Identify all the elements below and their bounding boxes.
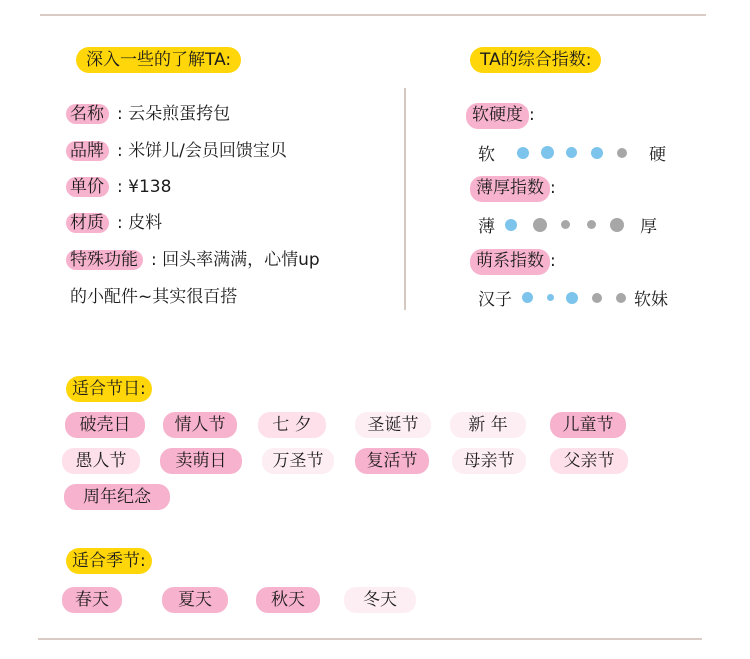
softness-dot-1 <box>517 147 529 159</box>
softness-dot-5 <box>617 148 627 158</box>
seasons-section-title: 适合季节: <box>66 548 152 574</box>
info-row-material <box>66 210 162 236</box>
thickness-scale <box>478 212 657 237</box>
info-label-material: 材质 <box>66 213 109 233</box>
info-label-feature: 特殊功能 <box>66 250 143 270</box>
info-row-name <box>66 101 230 127</box>
cuteness-dot-2 <box>547 294 554 301</box>
softness-low-label: 软 <box>478 145 495 165</box>
info-label-brand: 品牌 <box>66 141 109 161</box>
holiday-tag: 父亲节 <box>550 448 628 474</box>
thickness-dot-1 <box>505 219 517 231</box>
cuteness-dot-5 <box>616 293 626 303</box>
feature-continuation: 的小配件~其实很百搭 <box>70 287 238 307</box>
column-divider <box>404 88 406 310</box>
info-row-price <box>66 174 171 200</box>
info-value-price: : ¥138 <box>117 177 172 197</box>
thickness-title-label: 薄厚指数 <box>470 176 550 202</box>
info-label-price: 单价 <box>66 177 109 197</box>
softness-dot-2 <box>541 146 554 159</box>
index-section-title: TA的综合指数: <box>470 47 601 73</box>
holiday-tag: 卖萌日 <box>160 448 242 474</box>
thickness-dot-2 <box>533 218 547 232</box>
holiday-tag: 儿童节 <box>550 412 626 438</box>
thickness-dot-5 <box>610 218 624 232</box>
holiday-tag: 新 年 <box>450 412 526 438</box>
thickness-high-label: 厚 <box>640 217 657 237</box>
holidays-section-title: 适合节日: <box>66 376 152 402</box>
info-row-feature <box>66 247 320 273</box>
softness-scale <box>478 140 666 165</box>
softness-high-label: 硬 <box>649 145 666 165</box>
cuteness-title-colon: : <box>550 251 556 271</box>
thickness-title-colon: : <box>550 178 556 198</box>
holiday-tag: 母亲节 <box>452 448 526 474</box>
holiday-tag: 复活节 <box>355 448 429 474</box>
info-label-name: 名称 <box>66 104 109 124</box>
holiday-tag: 七 夕 <box>258 412 326 438</box>
season-tag: 春天 <box>62 587 122 613</box>
thickness-index-title <box>470 175 556 202</box>
holiday-tag: 情人节 <box>163 412 237 438</box>
holiday-tag: 圣诞节 <box>355 412 431 438</box>
thickness-dot-3 <box>561 220 570 229</box>
cuteness-scale <box>478 285 668 310</box>
cuteness-title-label: 萌系指数 <box>470 249 550 275</box>
softness-dot-4 <box>591 147 603 159</box>
season-tag: 冬天 <box>344 587 416 613</box>
top-divider <box>40 14 706 16</box>
holiday-tag: 愚人节 <box>62 448 140 474</box>
info-value-brand: : 米饼儿/会员回馈宝贝 <box>117 141 287 161</box>
info-value-name: : 云朵煎蛋挎包 <box>117 104 231 124</box>
cuteness-dot-4 <box>592 293 602 303</box>
holiday-tag: 周年纪念 <box>64 484 170 510</box>
cuteness-dot-3 <box>566 292 578 304</box>
holiday-tag: 破壳日 <box>65 412 145 438</box>
cuteness-index-title <box>470 248 556 275</box>
thickness-low-label: 薄 <box>478 217 495 237</box>
about-section-title: 深入一些的了解TA: <box>76 47 241 73</box>
bottom-divider <box>38 638 702 640</box>
season-tag: 秋天 <box>256 587 320 613</box>
info-value-material: : 皮料 <box>117 213 163 233</box>
holiday-tag: 万圣节 <box>262 448 334 474</box>
softness-index-title <box>466 102 535 129</box>
info-value-feature: : 回头率满满，心情up <box>151 250 320 270</box>
thickness-dot-4 <box>587 220 596 229</box>
softness-title-label: 软硬度 <box>466 103 529 129</box>
cuteness-high-label: 软妹 <box>634 290 668 310</box>
softness-dot-3 <box>566 147 577 158</box>
season-tag: 夏天 <box>162 587 228 613</box>
cuteness-dot-1 <box>522 292 533 303</box>
softness-title-colon: : <box>529 105 535 125</box>
info-row-brand <box>66 138 287 164</box>
cuteness-low-label: 汉子 <box>478 290 512 310</box>
